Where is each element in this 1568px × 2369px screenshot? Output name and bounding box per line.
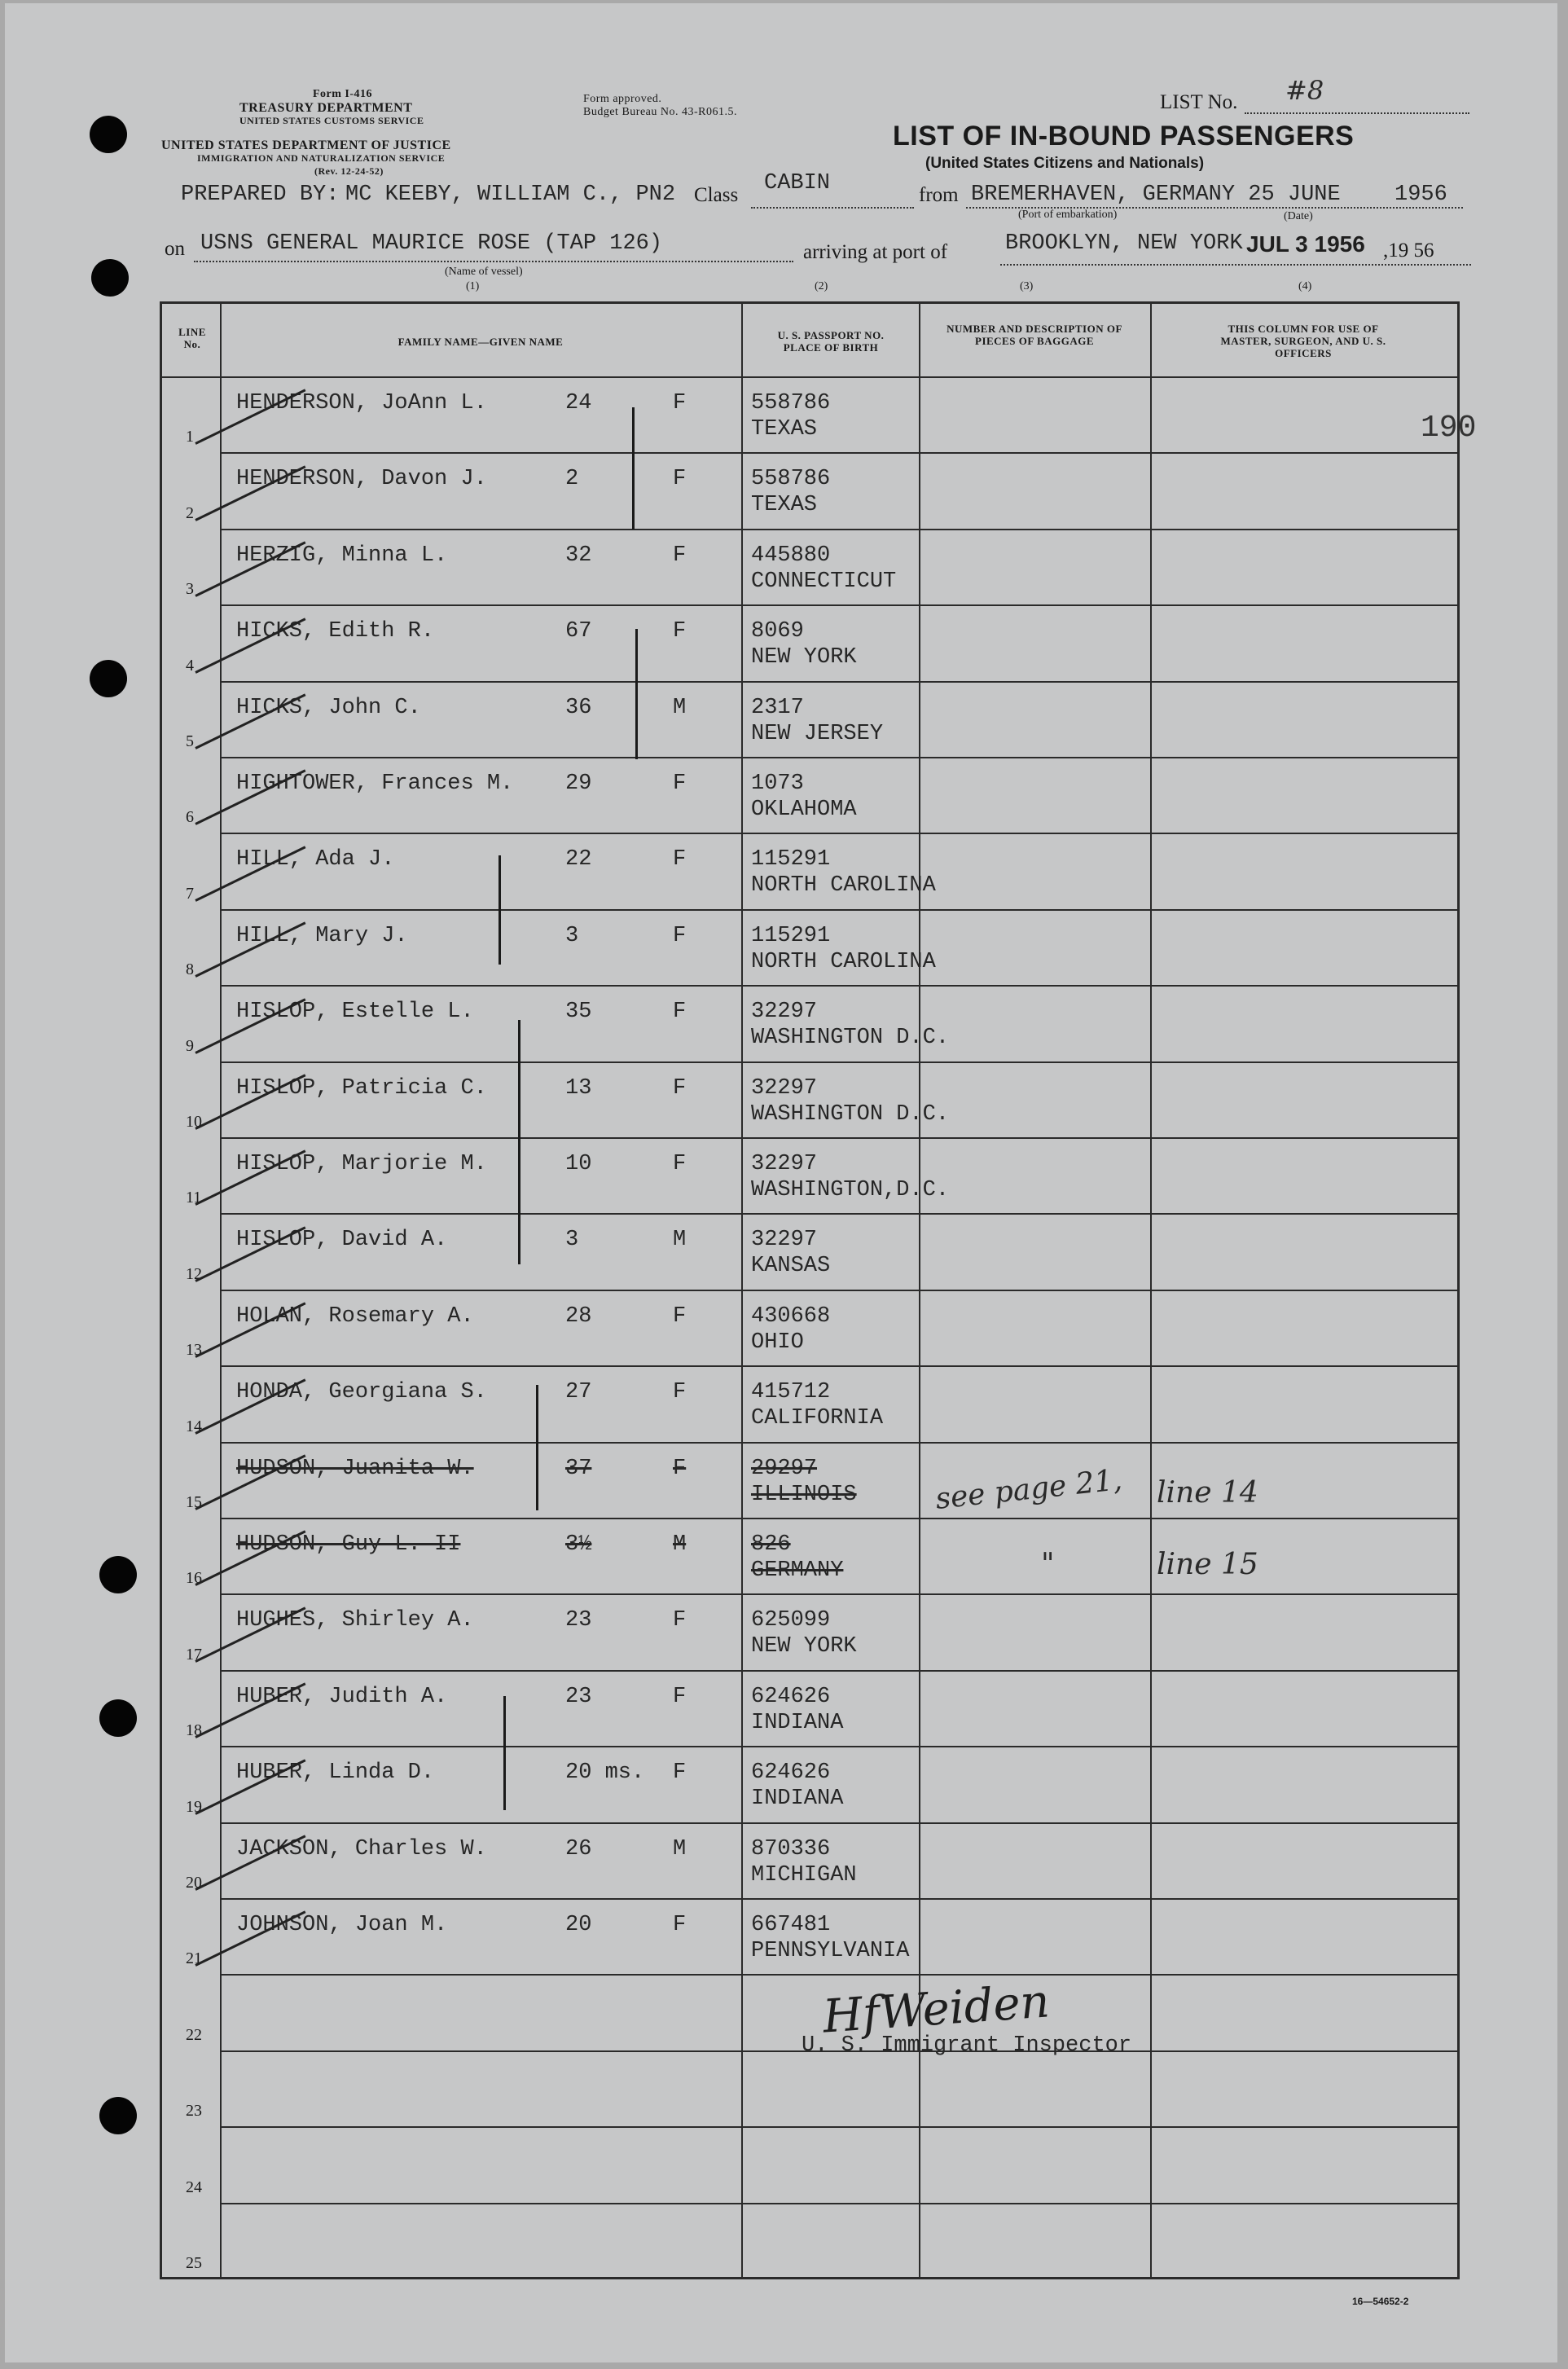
passenger-age: 28 xyxy=(565,1303,592,1329)
passport-number: 29297 xyxy=(751,1456,818,1481)
passport-number: 32297 xyxy=(751,1152,818,1176)
line-number: 10 xyxy=(186,1113,202,1131)
customs-service: UNITED STATES CUSTOMS SERVICE xyxy=(239,115,424,126)
col-header-name: FAMILY NAME—GIVEN NAME xyxy=(397,336,564,348)
passport-number: 445880 xyxy=(751,543,831,568)
row-divider xyxy=(220,909,1460,911)
line-number: 18 xyxy=(186,1721,202,1740)
place-of-birth: TEXAS xyxy=(751,493,818,518)
passenger-sex: F xyxy=(673,467,687,492)
family-bracket-hislop xyxy=(518,1020,520,1264)
passenger-age: 20 xyxy=(565,1913,592,1937)
place-of-birth: KANSAS xyxy=(751,1254,831,1279)
prepared-by-label: PREPARED BY: xyxy=(181,182,340,207)
arriving-label: arriving at port of xyxy=(803,241,948,263)
passenger-sex: F xyxy=(673,1456,687,1481)
passport-number: 625099 xyxy=(751,1608,831,1633)
passenger-age: 35 xyxy=(565,1000,592,1025)
vessel-underline xyxy=(194,261,793,262)
passport-number: 115291 xyxy=(751,923,831,948)
arriving-underline xyxy=(1000,264,1471,266)
row-divider xyxy=(220,2203,1460,2204)
form-number: Form I-416 xyxy=(313,88,373,100)
row-divider xyxy=(220,1670,1460,1672)
family-bracket-honda-hudson xyxy=(536,1385,538,1510)
vessel-value: USNS GENERAL MAURICE ROSE (TAP 126) xyxy=(200,231,663,256)
passenger-age: 3 xyxy=(565,1228,579,1253)
passenger-age: 37 xyxy=(565,1456,592,1481)
passenger-sex: F xyxy=(673,1075,687,1101)
row-divider xyxy=(220,529,1460,530)
passenger-age: 32 xyxy=(565,543,592,568)
list-no-underline xyxy=(1245,112,1469,114)
passenger-age: 3 xyxy=(565,923,579,948)
line-number: 22 xyxy=(186,2025,202,2044)
line-number: 1 xyxy=(186,428,194,446)
place-of-birth: OKLAHOMA xyxy=(751,798,857,822)
place-of-birth: CALIFORNIA xyxy=(751,1406,884,1431)
passenger-sex: F xyxy=(673,771,687,796)
place-of-birth: NEW JERSEY xyxy=(751,721,884,746)
col-header-passport: U. S. PASSPORT NO. PLACE OF BIRTH xyxy=(777,329,885,354)
col-header-baggage: NUMBER AND DESCRIPTION OF PIECES OF BAGGAGE xyxy=(947,323,1122,347)
passport-number: 1073 xyxy=(751,771,804,796)
passenger-age: 3½ xyxy=(565,1532,592,1557)
passenger-name: HICKS, Edith R. xyxy=(236,619,435,644)
page-title: LIST OF IN-BOUND PASSENGERS xyxy=(893,121,1355,152)
row-divider xyxy=(220,1593,1460,1595)
place-of-birth: CONNECTICUT xyxy=(751,569,897,594)
passenger-name: HISLOP, Patricia C. xyxy=(236,1075,487,1101)
row-divider xyxy=(220,1213,1460,1215)
place-of-birth: INDIANA xyxy=(751,1787,844,1812)
binder-hole-1 xyxy=(90,116,127,153)
col-header-line: LINE No. xyxy=(178,326,206,350)
row-divider xyxy=(220,833,1460,834)
passenger-sex: F xyxy=(673,1152,687,1176)
passport-number: 558786 xyxy=(751,467,831,492)
line-number: 9 xyxy=(186,1036,194,1055)
passport-number: 8069 xyxy=(751,619,804,644)
passenger-sex: M xyxy=(673,1228,687,1253)
passenger-age: 24 xyxy=(565,391,592,415)
row-divider xyxy=(220,1365,1460,1367)
header-row-divider xyxy=(160,376,1460,378)
passenger-sex: F xyxy=(673,1608,687,1633)
passenger-age: 20 ms. xyxy=(565,1760,645,1786)
passenger-sex: F xyxy=(673,1760,687,1786)
port-embarkation-caption: (Port of embarkation) xyxy=(1018,209,1118,221)
inspector-title: U. S. Immigrant Inspector xyxy=(802,2033,1132,2058)
row-divider xyxy=(220,757,1460,758)
class-underline xyxy=(751,207,914,209)
col-num-2: (2) xyxy=(815,280,828,292)
place-of-birth: PENNSYLVANIA xyxy=(751,1939,910,1963)
passenger-age: 13 xyxy=(565,1075,592,1101)
date-caption: (Date) xyxy=(1284,210,1313,222)
line-number: 23 xyxy=(186,2102,202,2121)
passenger-age: 22 xyxy=(565,847,592,872)
passenger-name: HUDSON, Guy L. II xyxy=(236,1532,461,1557)
line-number: 13 xyxy=(186,1341,202,1360)
place-of-birth: WASHINGTON,D.C. xyxy=(751,1178,950,1202)
class-value: CABIN xyxy=(764,171,831,196)
passenger-age: 26 xyxy=(565,1836,592,1861)
row-divider xyxy=(220,1442,1460,1444)
hand-note-line-15: line 15 xyxy=(1157,1548,1258,1581)
passenger-name: HERZIG, Minna L. xyxy=(236,543,448,568)
from-value: BREMERHAVEN, GERMANY 25 JUNE xyxy=(971,182,1341,207)
passport-number: 415712 xyxy=(751,1380,831,1405)
passenger-age: 2 xyxy=(565,467,579,492)
row-divider xyxy=(220,1137,1460,1139)
row-divider xyxy=(220,1746,1460,1747)
passenger-name: HUDSON, Juanita W. xyxy=(236,1456,474,1481)
passenger-name: JACKSON, Charles W. xyxy=(236,1836,487,1861)
arrival-year-print: ,19 56 xyxy=(1383,240,1434,262)
passenger-sex: F xyxy=(673,391,687,415)
passenger-age: 23 xyxy=(565,1684,592,1709)
treasury-dept: TREASURY DEPARTMENT xyxy=(239,101,413,115)
family-bracket-henderson xyxy=(632,407,635,530)
line-number: 21 xyxy=(186,1949,202,1968)
passenger-name: HUGHES, Shirley A. xyxy=(236,1608,474,1633)
passenger-name: HENDERSON, JoAnn L. xyxy=(236,391,487,415)
passport-number: 667481 xyxy=(751,1913,831,1937)
passenger-age: 10 xyxy=(565,1152,592,1176)
line-number: 2 xyxy=(186,503,194,522)
place-of-birth: OHIO xyxy=(751,1330,804,1355)
passenger-sex: F xyxy=(673,1380,687,1405)
passenger-age: 29 xyxy=(565,771,592,796)
passport-number: 558786 xyxy=(751,391,831,415)
line-number: 5 xyxy=(186,732,194,750)
row-divider xyxy=(220,1518,1460,1519)
col-num-3: (3) xyxy=(1020,280,1034,292)
inspector-signature: HfWeiden xyxy=(821,1975,1052,2044)
row-divider xyxy=(220,985,1460,987)
binder-hole-6 xyxy=(99,2097,137,2134)
row-divider xyxy=(220,1290,1460,1291)
passenger-sex: F xyxy=(673,619,687,644)
line-number: 12 xyxy=(186,1264,202,1283)
class-label: Class xyxy=(694,184,739,206)
line-number: 14 xyxy=(186,1417,202,1435)
prepared-by-value: MC KEEBY, WILLIAM C., PN2 xyxy=(345,182,676,207)
place-of-birth: MICHIGAN xyxy=(751,1862,857,1888)
line-number: 11 xyxy=(186,1189,202,1207)
passport-number: 32297 xyxy=(751,1228,818,1253)
passenger-name: HICKS, John C. xyxy=(236,695,421,720)
passenger-sex: M xyxy=(673,1836,687,1861)
row-divider xyxy=(220,1822,1460,1824)
family-bracket-hicks xyxy=(635,629,638,759)
from-year: 1956 xyxy=(1395,182,1447,207)
revision: (Rev. 12-24-52) xyxy=(314,165,384,177)
passenger-sex: M xyxy=(673,695,687,720)
line-number: 19 xyxy=(186,1797,202,1816)
place-of-birth: WASHINGTON D.C. xyxy=(751,1026,950,1051)
passenger-name: HILL, Ada J. xyxy=(236,847,395,872)
passenger-sex: F xyxy=(673,543,687,568)
passenger-name: HISLOP, David A. xyxy=(236,1228,448,1253)
line-number: 6 xyxy=(186,808,194,827)
budget-bureau: Budget Bureau No. 43-R061.5. xyxy=(583,106,737,118)
vessel-caption: (Name of vessel) xyxy=(445,266,523,278)
passenger-sex: F xyxy=(673,847,687,872)
place-of-birth: NEW YORK xyxy=(751,645,857,670)
place-of-birth: NORTH CAROLINA xyxy=(751,949,936,974)
col-header-officers: THIS COLUMN FOR USE OF MASTER, SURGEON, AND U. S. OFFICERS xyxy=(1220,323,1386,359)
row-divider xyxy=(220,1974,1460,1976)
on-label: on xyxy=(165,238,185,260)
col-num-4: (4) xyxy=(1298,280,1312,292)
passenger-sex: F xyxy=(673,1303,687,1329)
passenger-sex: F xyxy=(673,923,687,948)
hand-note-ditto: " xyxy=(1041,1548,1055,1581)
line-number: 4 xyxy=(186,656,194,675)
binder-hole-4 xyxy=(99,1556,137,1593)
passenger-name: HILL, Mary J. xyxy=(236,923,408,948)
passenger-name: HENDERSON, Davon J. xyxy=(236,467,487,492)
row-divider xyxy=(220,452,1460,454)
passenger-name: HUBER, Judith A. xyxy=(236,1684,448,1709)
passenger-age: 36 xyxy=(565,695,592,720)
passenger-name: HISLOP, Estelle L. xyxy=(236,1000,474,1025)
form-approved: Form approved. xyxy=(583,93,662,105)
place-of-birth: INDIANA xyxy=(751,1710,844,1735)
line-number: 16 xyxy=(186,1569,202,1588)
passport-number: 32297 xyxy=(751,1075,818,1101)
arrival-stamp: JUL 3 1956 xyxy=(1246,231,1365,257)
passenger-sex: F xyxy=(673,1913,687,1937)
row-divider xyxy=(220,1898,1460,1900)
passenger-name: HISLOP, Marjorie M. xyxy=(236,1152,487,1176)
print-code: 16—54652-2 xyxy=(1352,2296,1409,2307)
col-num-1: (1) xyxy=(466,280,480,292)
passenger-age: 67 xyxy=(565,619,592,644)
passenger-name: HIGHTOWER, Frances M. xyxy=(236,771,514,796)
ins-service: IMMIGRATION AND NATURALIZATION SERVICE xyxy=(197,152,446,164)
list-no-label: LIST No. xyxy=(1160,91,1238,113)
passport-number: 430668 xyxy=(751,1303,831,1329)
passenger-sex: F xyxy=(673,1000,687,1025)
row-divider xyxy=(220,604,1460,606)
row-divider xyxy=(220,681,1460,683)
row-divider xyxy=(220,2126,1460,2128)
justice-dept: UNITED STATES DEPARTMENT OF JUSTICE xyxy=(161,138,451,152)
passport-number: 826 xyxy=(751,1532,791,1557)
arriving-value: BROOKLYN, NEW YORK xyxy=(1005,231,1243,256)
row-divider xyxy=(220,1061,1460,1063)
passport-number: 115291 xyxy=(751,847,831,872)
place-of-birth: NORTH CAROLINA xyxy=(751,873,936,899)
passport-number: 870336 xyxy=(751,1836,831,1861)
line-number: 20 xyxy=(186,1874,202,1892)
list-no-value: #8 xyxy=(1285,75,1324,106)
passport-number: 2317 xyxy=(751,695,804,720)
place-of-birth: TEXAS xyxy=(751,417,818,442)
passenger-name: HOLAN, Rosemary A. xyxy=(236,1303,474,1329)
passenger-name: HONDA, Georgiana S. xyxy=(236,1380,487,1405)
binder-hole-5 xyxy=(99,1699,137,1737)
place-of-birth: ILLINOIS xyxy=(751,1482,857,1507)
family-bracket-hill xyxy=(499,855,501,965)
line-number: 8 xyxy=(186,960,194,979)
line-number: 15 xyxy=(186,1493,202,1511)
page-subtitle: (United States Citizens and Nationals) xyxy=(925,155,1205,172)
passenger-age: 23 xyxy=(565,1608,592,1633)
passenger-name: HUBER, Linda D. xyxy=(236,1760,435,1786)
hand-note-line-14: line 14 xyxy=(1157,1476,1258,1510)
officer-note-190: 190 xyxy=(1421,411,1477,446)
passenger-name: JOHNSON, Joan M. xyxy=(236,1913,448,1937)
from-label: from xyxy=(919,184,959,206)
line-number: 25 xyxy=(186,2254,202,2272)
passport-number: 624626 xyxy=(751,1684,831,1709)
line-number: 7 xyxy=(186,884,194,903)
binder-hole-2 xyxy=(91,259,129,297)
line-number: 3 xyxy=(186,580,194,599)
hand-note-see-page: see page 21, xyxy=(933,1463,1124,1516)
passenger-age: 27 xyxy=(565,1380,592,1405)
line-number: 24 xyxy=(186,2178,202,2196)
passenger-sex: F xyxy=(673,1684,687,1709)
passenger-sex: M xyxy=(673,1532,687,1557)
passport-number: 624626 xyxy=(751,1760,831,1786)
place-of-birth: WASHINGTON D.C. xyxy=(751,1101,950,1127)
place-of-birth: GERMANY xyxy=(751,1558,844,1583)
family-bracket-huber xyxy=(503,1696,506,1810)
passport-number: 32297 xyxy=(751,1000,818,1025)
line-number: 17 xyxy=(186,1645,202,1664)
binder-hole-3 xyxy=(90,660,127,697)
place-of-birth: NEW YORK xyxy=(751,1634,857,1659)
